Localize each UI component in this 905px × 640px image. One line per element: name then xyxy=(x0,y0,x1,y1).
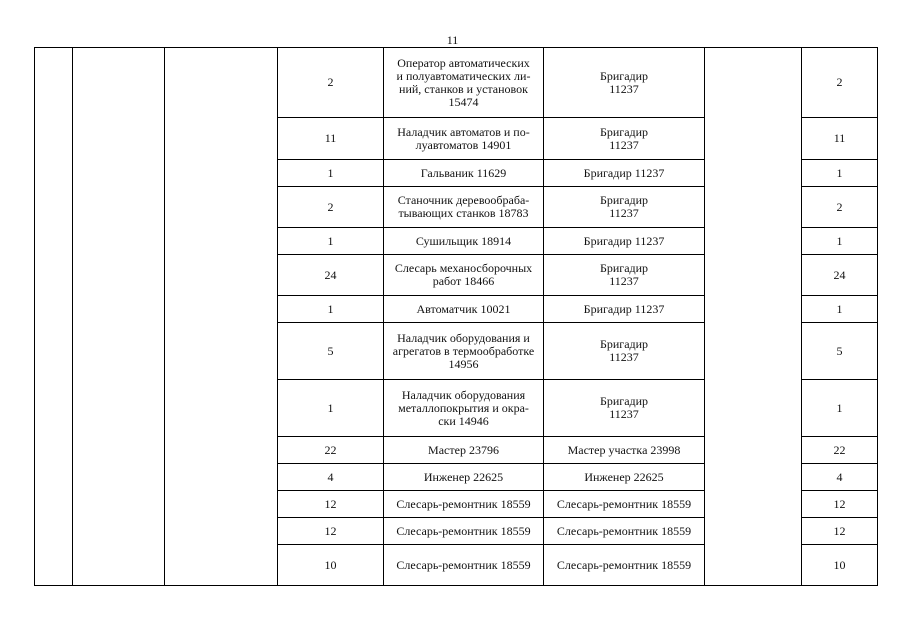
supervisor-cell: Бригадир 11237 xyxy=(544,323,705,380)
total-cell: 5 xyxy=(802,323,878,380)
staffing-table xyxy=(34,47,878,586)
supervisor-cell: Бригадир 11237 xyxy=(544,48,705,118)
supervisor-cell: Бригадир 11237 xyxy=(544,296,705,323)
position-cell: Гальваник 11629 xyxy=(384,160,544,187)
supervisor-cell: Мастер участка 23998 xyxy=(544,437,705,464)
count-cell: 11 xyxy=(278,118,384,160)
position-cell: Мастер 23796 xyxy=(384,437,544,464)
position-cell: Слесарь-ремонтник 18559 xyxy=(384,518,544,545)
position-cell: Слесарь механосборочных работ 18466 xyxy=(384,255,544,296)
total-cell: 22 xyxy=(802,437,878,464)
total-cell: 12 xyxy=(802,491,878,518)
count-cell: 1 xyxy=(278,380,384,437)
page-number: 11 xyxy=(446,33,459,47)
position-cell: Автоматчик 10021 xyxy=(384,296,544,323)
total-cell: 1 xyxy=(802,160,878,187)
total-cell: 12 xyxy=(802,518,878,545)
count-cell: 2 xyxy=(278,48,384,118)
total-cell: 2 xyxy=(802,48,878,118)
supervisor-cell: Бригадир 11237 xyxy=(544,255,705,296)
supervisor-cell: Бригадир 11237 xyxy=(544,118,705,160)
count-cell: 22 xyxy=(278,437,384,464)
count-cell: 1 xyxy=(278,160,384,187)
total-cell: 4 xyxy=(802,464,878,491)
count-cell: 1 xyxy=(278,296,384,323)
col-7-empty xyxy=(705,48,802,586)
count-cell: 1 xyxy=(278,228,384,255)
total-cell: 11 xyxy=(802,118,878,160)
position-cell: Наладчик оборудования и агрегатов в термообработке 14956 xyxy=(384,323,544,380)
count-cell: 12 xyxy=(278,518,384,545)
position-cell: Оператор автоматических и полуавтоматических ли- ний, станков и установок 15474 xyxy=(384,48,544,118)
supervisor-cell: Слесарь-ремонтник 18559 xyxy=(544,518,705,545)
table-row xyxy=(35,48,878,118)
total-cell: 1 xyxy=(802,296,878,323)
count-cell: 10 xyxy=(278,545,384,586)
supervisor-cell: Бригадир 11237 xyxy=(544,228,705,255)
position-cell: Сушильщик 18914 xyxy=(384,228,544,255)
col-2-empty xyxy=(73,48,165,586)
position-cell: Наладчик автоматов и по- луавтоматов 14901 xyxy=(384,118,544,160)
supervisor-cell: Бригадир 11237 xyxy=(544,380,705,437)
total-cell: 2 xyxy=(802,187,878,228)
position-cell: Слесарь-ремонтник 18559 xyxy=(384,491,544,518)
supervisor-cell: Бригадир 11237 xyxy=(544,187,705,228)
supervisor-cell: Слесарь-ремонтник 18559 xyxy=(544,491,705,518)
position-cell: Слесарь-ремонтник 18559 xyxy=(384,545,544,586)
supervisor-cell: Инженер 22625 xyxy=(544,464,705,491)
count-cell: 4 xyxy=(278,464,384,491)
total-cell: 10 xyxy=(802,545,878,586)
count-cell: 2 xyxy=(278,187,384,228)
col-1-empty xyxy=(35,48,73,586)
table-body xyxy=(35,48,878,586)
count-cell: 5 xyxy=(278,323,384,380)
col-3-empty xyxy=(165,48,278,586)
total-cell: 24 xyxy=(802,255,878,296)
count-cell: 24 xyxy=(278,255,384,296)
supervisor-cell: Слесарь-ремонтник 18559 xyxy=(544,545,705,586)
position-cell: Наладчик оборудования металлопокрытия и окра- ски 14946 xyxy=(384,380,544,437)
total-cell: 1 xyxy=(802,228,878,255)
count-cell: 12 xyxy=(278,491,384,518)
position-cell: Станочник деревообраба- тывающих станков 18783 xyxy=(384,187,544,228)
total-cell: 1 xyxy=(802,380,878,437)
supervisor-cell: Бригадир 11237 xyxy=(544,160,705,187)
position-cell: Инженер 22625 xyxy=(384,464,544,491)
